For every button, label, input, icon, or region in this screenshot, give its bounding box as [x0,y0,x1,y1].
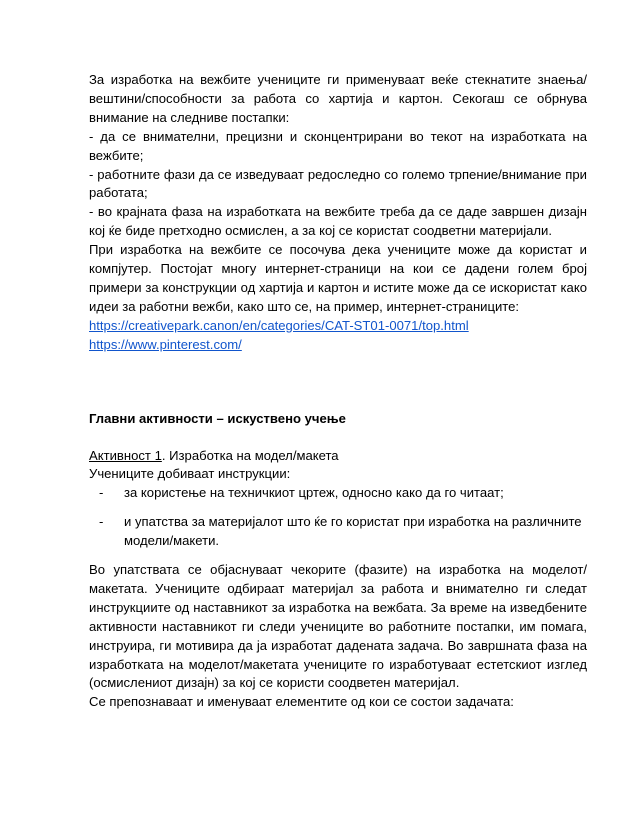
section-heading: Главни активности – искуствено учење [89,410,346,426]
list-dash: - [99,514,104,530]
list-item-text: за користење на техничкиот цртеж, односно како да го читаат; [124,485,504,501]
activity-label: Активност 1 [89,447,162,463]
page-content [89,71,587,712]
instructions-intro: Учениците добиваат инструкции: [89,466,291,482]
intro-bullet-1: - да се внимателни, прецизни и сконцентрирани во текот на изработката на вежбите; [89,128,587,163]
list-item-text: и упатства за материјалот што ќе го користат при изработка на различните модели/макети. [124,514,582,549]
activity-title [89,447,587,466]
closing-paragraph: Се препознаваат и именуваат елементите од кои се состои задачата: [89,694,514,710]
intro-bullet-2: - работните фази да се изведуваат редоследно со големо трпение/внимание при работата; [89,166,587,201]
link-creativepark[interactable]: https://creativepark.canon/en/categories/CAT-ST01-0071/top.html [89,317,469,333]
activity-title-text: . Изработка на модел/макета [161,447,339,463]
list-item [89,484,587,503]
list-item [89,513,587,551]
intro-bullet-3: - во крајната фаза на изработката на вежбите треба да се даде завршен дизајн кој ќе биде претходно осмислен, а за кој се користат соодветни материјали. [89,204,587,239]
link-pinterest[interactable]: https://www.pinterest.com/ [89,336,242,352]
steps-paragraph: Во упатствата се објаснуваат чекорите (фазите) на изработка на моделот/макетата. Учениците одбираат материјал за работа и внимателно ги следат инструкциите од наставникот за изработка на вежбата. За време на изведбените активности наставникот ги следи учениците во работните постапки, им помага, инструира, ги мотивира да ја изработат дадената задача. Во завршната фаза на изработката на моделот/макетата учениците го изработуваат естетскиот изглед (осмислениот дизајн) за кој се користи соодветен материјал. [89,562,587,691]
instructions-list [89,484,587,551]
computer-paragraph: При изработка на вежбите се посочува дека учениците може да користат и компјутер. Постојат многу интернет-страници на кои се дадени голем број примери за конструкции од хартија и картон и истите може да се искористат како идеи за работни вежби, како што се, на пример, интернет-страниците: [89,242,587,314]
intro-paragraph: За изработка на вежбите учениците ги применуваат веќе стекнатите знаења/ вештини/способности за работа со хартија и картон. Секогаш се обрнува внимание на следниве постапки: [89,72,587,125]
list-dash: - [99,485,104,501]
